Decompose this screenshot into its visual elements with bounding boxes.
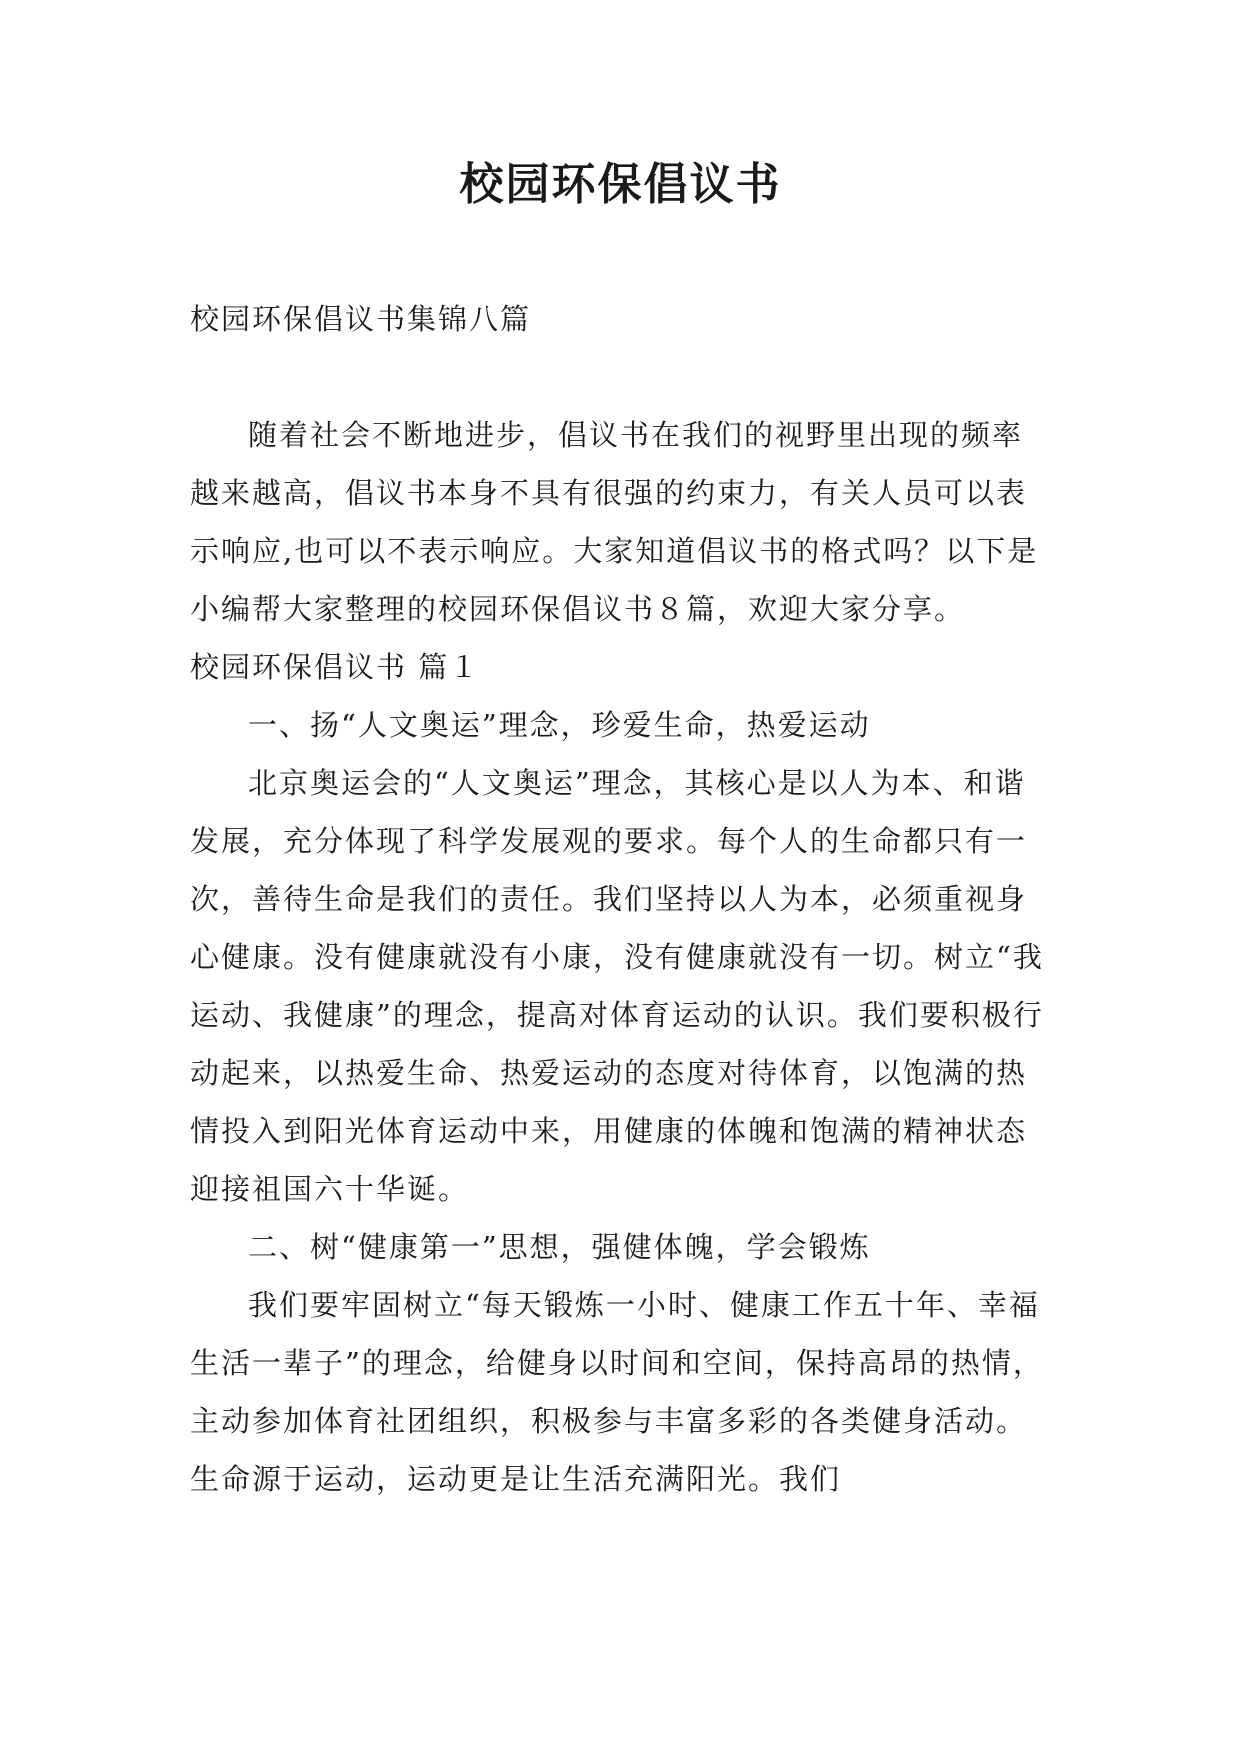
section-2-body: 我们要牢固树立“每天锻炼一小时、健康工作五十年、幸福生活一辈子”的理念，给健身以时间和空间，保持高昂的热情，主动参加体育社团组织，积极参与丰富多彩的各类健身活动。生命源于运动，运动更是让生活充满阳光。我们: [190, 1288, 1044, 1496]
document-body: [190, 290, 1052, 1508]
intro-paragraph: 随着社会不断地进步，倡议书在我们的视野里出现的频率越来越高，倡议书本身不具有很强的约束力，有关人员可以表示响应,也可以不表示响应。大家知道倡议书的格式吗？以下是小编帮大家整理的校园环保倡议书８篇，欢迎大家分享。: [190, 418, 1039, 626]
section-1-body: 北京奥运会的“人文奥运”理念，其核心是以人为本、和谐发展，充分体现了科学发展观的要求。每个人的生命都只有一次，善待生命是我们的责任。我们坚持以人为本，必须重视身心健康。没有健康就没有小康，没有健康就没有一切。树立“我运动、我健康”的理念，提高对体育运动的认识。我们要积极行动起来，以热爱生命、热爱运动的态度对待体育，以饱满的热情投入到阳光体育运动中来，用健康的体魄和饱满的精神状态迎接祖国六十华诞。: [190, 766, 1044, 1206]
section-1-heading: 一、扬“人文奥运”理念，珍爱生命，热爱运动: [248, 708, 871, 742]
piece-label: 校园环保倡议书 篇１: [190, 650, 481, 684]
document-title: 校园环保倡议书: [459, 159, 782, 210]
section-2-heading: 二、树“健康第一”思想，强健体魄，学会锻炼: [248, 1230, 871, 1264]
document-subtitle: 校园环保倡议书集锦八篇: [190, 302, 532, 336]
